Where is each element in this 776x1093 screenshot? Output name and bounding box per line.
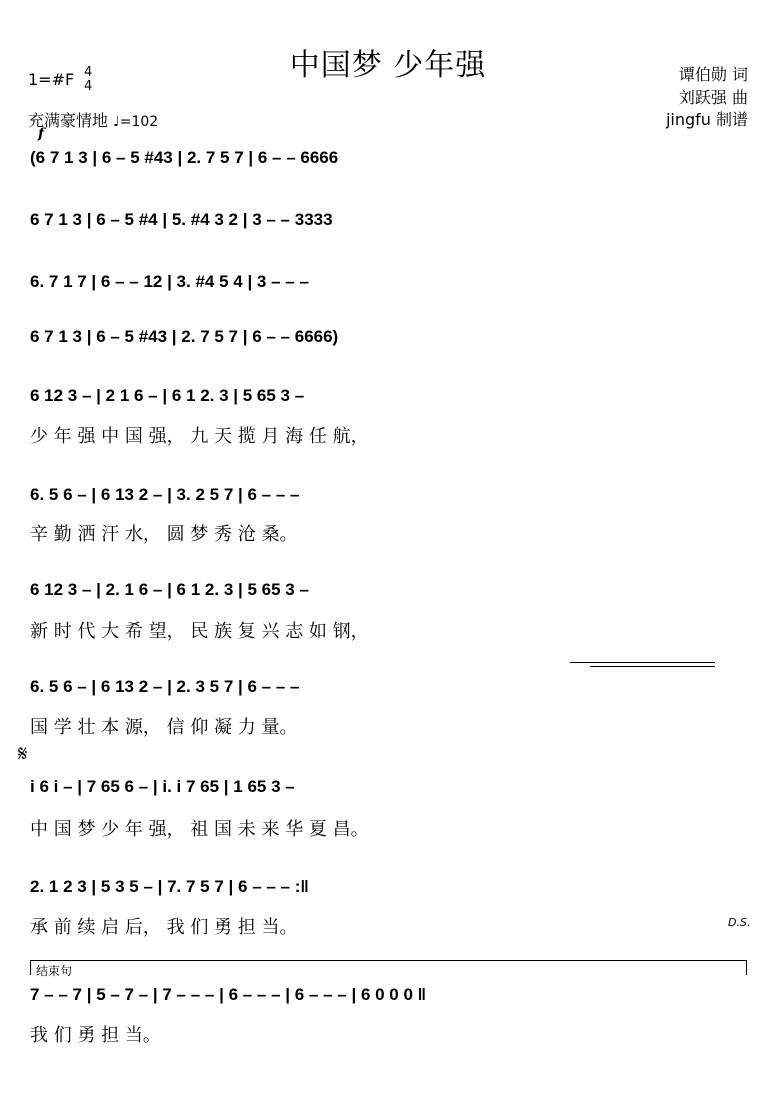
- lyrics-row-10: 承 前 续 启 后， 我 们 勇 担 当。: [30, 917, 298, 938]
- notes-row-4: 6 7 1 3 | 6 – 5 #43 | 2. 7 5 7 | 6 – – 6666): [30, 327, 339, 346]
- notes-row-8: 6. 5 6 – | 6 13 2 – | 2. 3 5 7 | 6 – – –: [30, 677, 300, 696]
- slur-line: [570, 662, 715, 663]
- lyrics-row-7: 新 时 代 大 希 望， 民 族 复 兴 志 如 钢，: [30, 621, 369, 642]
- time-top: 4: [84, 65, 93, 80]
- expression-mark: [28, 108, 158, 131]
- notes-row-10: 2. 1 2 3 | 5 3 5 – | 7. 7 5 7 | 6 – – – :‖: [30, 877, 309, 896]
- engraver-credit: jingfu 制谱: [665, 110, 748, 129]
- tempo-mark: ♩=102: [113, 114, 159, 130]
- notes-row-9: i 6 i – | 7 65 6 – | i. i 7 65 | 1 65 3 –: [30, 777, 295, 796]
- notes-row-1: (6 7 1 3 | 6 – 5 #43 | 2. 7 5 7 | 6 – – 6666: [30, 148, 339, 167]
- dynamic-mark: f: [38, 126, 45, 142]
- notes-row-11: 7 – – 7 | 5 – 7 – | 7 – – – | 6 – – – | 6 – – – | 6 0 0 0 ‖: [30, 985, 427, 1004]
- ending-label: 结束句: [36, 964, 73, 978]
- key-signature: [28, 70, 74, 89]
- composer-credit: 刘跃强 曲: [678, 88, 748, 107]
- notes-row-2: 6 7 1 3 | 6 – 5 #4 | 5. #4 3 2 | 3 – – 3333: [30, 210, 333, 229]
- lyrics-row-11: 我 们 勇 担 当。: [30, 1025, 161, 1046]
- expression-text: 充满豪情地: [28, 111, 109, 130]
- ds-mark: D.S.: [728, 916, 751, 929]
- lyricist-credit: 谭伯勋 词: [678, 65, 748, 84]
- slur-line: [590, 666, 715, 667]
- segno-sign: 𝄋: [18, 742, 28, 767]
- page-title: 中国梦 少年强: [289, 48, 487, 83]
- key-text: 1=#F: [28, 70, 75, 89]
- ending-bracket: [30, 960, 747, 975]
- time-bottom: 4: [84, 79, 93, 94]
- lyrics-row-6: 辛 勤 洒 汗 水， 圆 梦 秀 沧 桑。: [30, 524, 298, 545]
- lyrics-row-8: 国 学 壮 本 源， 信 仰 凝 力 量。: [30, 717, 298, 738]
- notes-row-7: 6 12 3 – | 2. 1 6 – | 6 1 2. 3 | 5 65 3 –: [30, 580, 309, 599]
- time-signature: [84, 66, 92, 94]
- notes-row-3: 6. 7 1 7 | 6 – – 12 | 3. #4 5 4 | 3 – – –: [30, 272, 309, 291]
- lyrics-row-5: 少 年 强 中 国 强， 九 天 揽 月 海 任 航，: [30, 426, 369, 447]
- notes-row-6: 6. 5 6 – | 6 13 2 – | 3. 2 5 7 | 6 – – –: [30, 485, 300, 504]
- lyrics-row-9: 中 国 梦 少 年 强， 祖 国 未 来 华 夏 昌。: [30, 819, 369, 840]
- notes-row-5: 6 12 3 – | 2 1 6 – | 6 1 2. 3 | 5 65 3 –: [30, 386, 305, 405]
